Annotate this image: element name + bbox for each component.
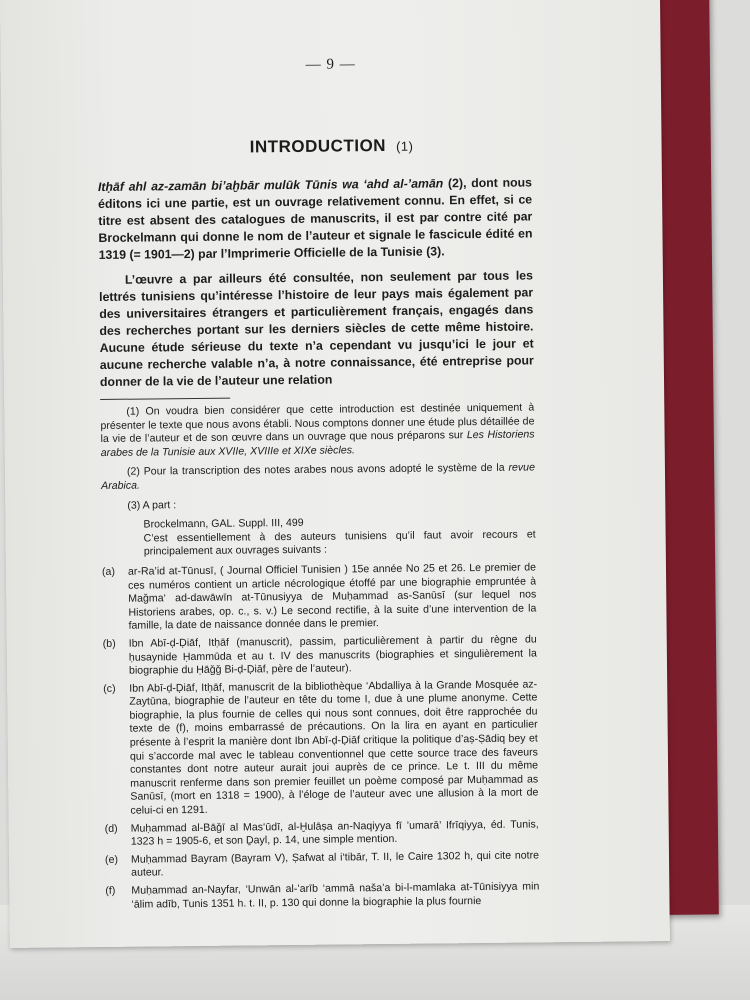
paragraph-2-text: L’œuvre a par ailleurs été consultée, non seulement par tous les lettrés tunisiens qu’intéresse l’histoire de leur pays mais également par des universitaires étrangers et particulièrement français, engagés dans des recherches portant sur les derniers siècles de cette même histoire. Aucune étude sérieuse du texte n’a cependant vu jusqu’ici le jour et aucune recherche valable n’a, à notre connaissance, été entreprise pour donner de la vie de l’auteur une relation (99, 268, 534, 389)
footnote-3-head: (3) A part : (127, 498, 177, 512)
paragraph-2 (99, 267, 534, 391)
reference-label: (c) (103, 682, 116, 695)
title-footnote-ref: (1) (395, 138, 414, 154)
reference-item (105, 880, 539, 912)
reference-text: ar-Ra’id at-Tūnusī, ( Journal Officiel Tunisien ) 15e année No 25 et 26. Le premier de ces numéros contient un article nécrologique étoffé par une biographie empruntée à Maǧma‘ ad-dawāwīn at-Tūnusiyya de Muḥammad as-Sanūsī (sur lequel nos Historiens arabes, op. c., s. v.) Le second rectifie, à la suite d’une intervention de la famille, la date de naissance donnée dans le premier. (127, 561, 537, 633)
title-text: INTRODUCTION (249, 135, 387, 157)
reference-label: (d) (104, 822, 118, 835)
reference-text: Ibn Abī-ḍ-Ḍiāf, Itḥāf, manuscrit de la bibliothèque ‘Abdalliya à la Grande Mosquée az-Zaytūna, biographie de l’auteur en tête du tome I, due à une plume anonyme. Cette biographie, la plus fournie de celles qui nous sont connues, doit être rapprochée du texte de (f), moins embarrassé de précautions. On la lira en ayant en particulier présente à l’esprit la manière dont Ibn Abī-ḍ-Ḍiāf critique la politique d’aṣ-Ṣādiq bey et qui s’accorde mal avec le tableau conventionnel que cette source trace des faveurs constantes dont notre auteur aurait joui auprès de ce prince. Le t. III du même manuscrit renferme dans son premier feuillet un poème composé par Muḥammad as Sanūsī, (mort en 1318 = 1900), à l’éloge de l’auteur avec une allusion à la mort de celui-ci en 1291. (129, 678, 539, 817)
reference-text: Muḥammad an-Nayfar, ‘Unwān al-’arīb ‘ammā naša’a bi-l-mamlaka at-Tūnisiyya min ‘ālim adīb, Tunis 1351 h. t. II, p. 130 qui donne la biographie la plus fournie (131, 880, 540, 911)
reference-text: Muḥammad Bayram (Bayram V), Ṣafwat al i‘tibār, T. II, le Caire 1302 h, qui cite notre auteur. (130, 849, 540, 880)
paragraph-1-text: (2), dont nous éditons ici une partie, est un ouvrage relativement connu. En effet, si ce titre est absent des catalogues de manuscrits, il est par contre cité par Brockelmann qui donne le nom de l’auteur et signale le fascicule édité en 1319 (= 1901—2) par l’Imprimerie Officielle de la Tunisie (3). (98, 175, 533, 262)
paragraph-1 (98, 174, 533, 264)
footnote-divider (100, 398, 230, 400)
footnote-2-text: (2) Pour la transcription des notes arabes nous avons adopté le système de la (126, 462, 505, 479)
reference-label: (b) (102, 637, 116, 650)
main-text (98, 174, 540, 916)
footnote-3-ref: Brockelmann, GAL. Suppl. III, 499 (143, 517, 304, 531)
reference-item (103, 633, 537, 678)
footnote-1 (100, 401, 535, 460)
paragraph-1-title: Itḥāf ahl az-zamān bi’aḫbār mulūk Tūnis wa ‘ahd al-’amān (97, 176, 444, 194)
reference-label: (a) (101, 565, 116, 578)
footnote-2 (101, 462, 535, 494)
page-title (1, 133, 661, 160)
reference-item (105, 818, 539, 850)
reference-item (102, 561, 537, 634)
reference-text: Muḥammad al-Bāǧī al Mas‘ūdī, al-Ḫulāṣa an-Naqiyya fī ’umarā’ Ifrīqiyya, éd. Tunis, 1323 h = 1905-6, et son Ḏayl, p. 14, une simple mention. (130, 818, 539, 848)
reference-list (102, 561, 540, 912)
reference-item (103, 678, 538, 818)
footnote-3-intro: C’est essentiellement à des auteurs tunisiens qu’il faut avoir recours et principalement aux ouvrages suivants : (143, 528, 536, 558)
footnotes (100, 401, 539, 912)
reference-item (105, 849, 539, 881)
footnote-1-text: (1) On voudra bien considérer que cette introduction est destinée uniquement à présenter le texte que nous avons établi. Nous comptons donner une étude plus détaillée de la vie de l’auteur et de son œuvre dans un ouvrage que nous préparons sur (100, 401, 535, 446)
footnote-1-italic: Les Historiens arabes de la Tunisie aux XVIIe, XVIIIe et XIXe siècles. (100, 428, 535, 459)
reference-text: Ibn Abī-ḍ-Ḍiāf, Itḥāf (manuscrit), passim, particulièrement à partir du règne du ḥusaynide Ḥammūda et au t. IV des manuscrits (biographies et singulièrement la biographie du Ḥāǧǧ Bi-ḍ-Ḍiāf, père de l’auteur). (128, 633, 537, 677)
page-number: — 9 — (305, 56, 356, 73)
footnote-2-italic: revue Arabica. (101, 461, 535, 492)
reference-label: (f) (105, 884, 116, 897)
reference-label: (e) (104, 853, 119, 866)
